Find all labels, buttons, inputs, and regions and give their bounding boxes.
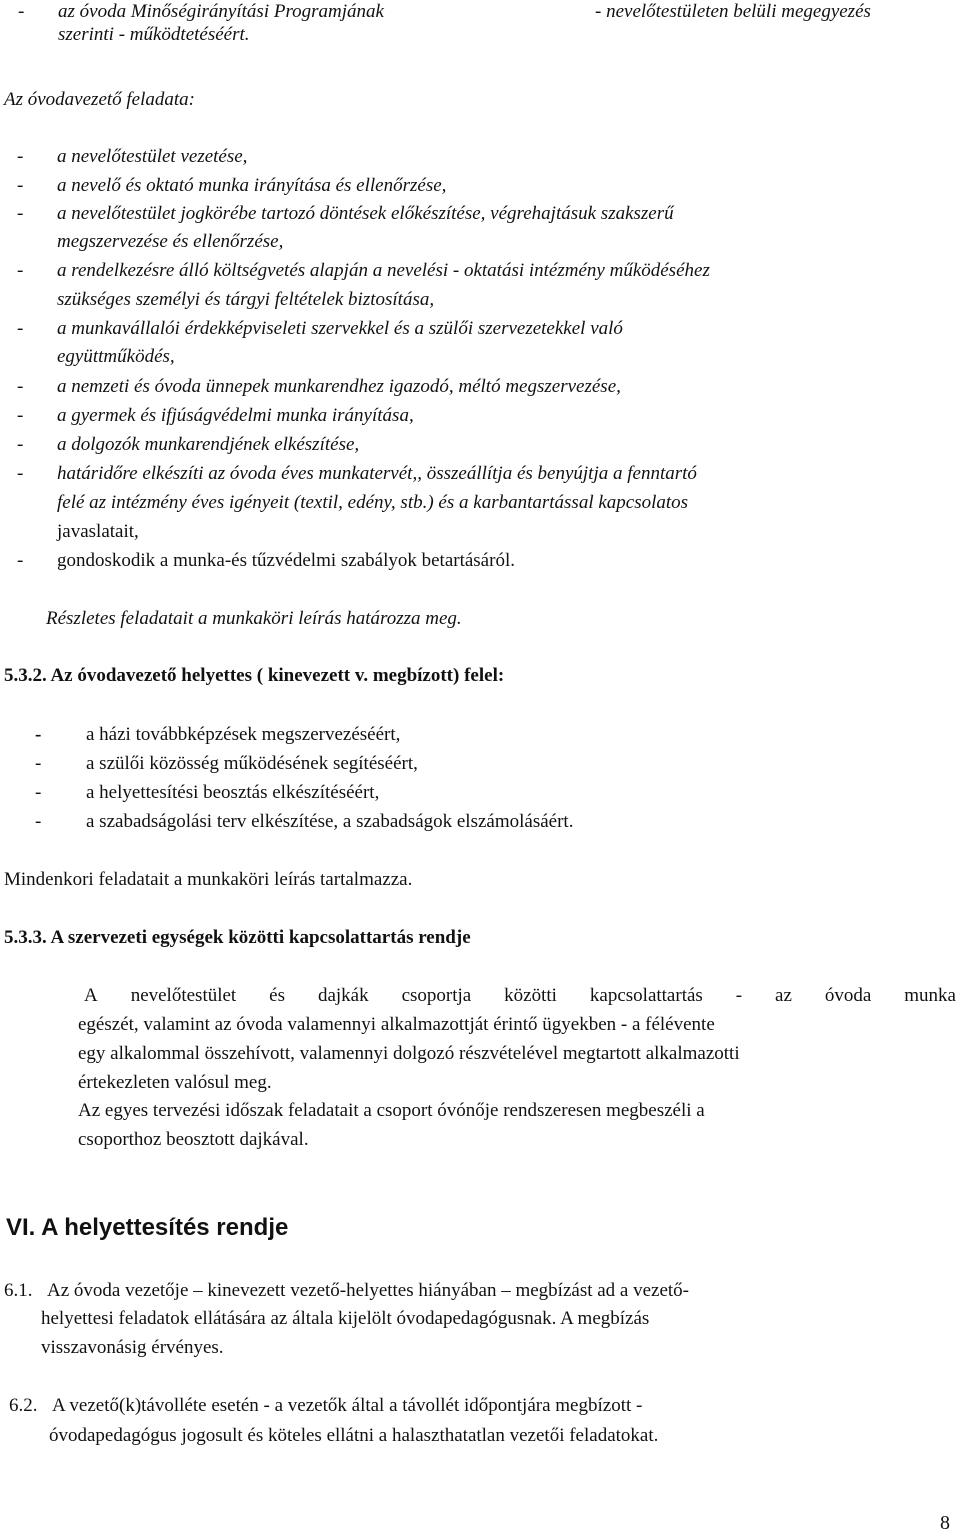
list-item: - a gyermek és ifjúságvédelmi munka irányítása, (17, 405, 414, 426)
bullet-dash: - (17, 376, 24, 397)
list-item: - a szabadságolási terv elkészítése, a szabadságok elszámolásáért. (35, 811, 574, 832)
leader-note: Részletes feladatait a munkaköri leírás határozza meg. (46, 608, 462, 629)
units-p2-line-1: Az egyes tervezési időszak feladatait a csoport óvónője rendszeresen megbeszéli a (78, 1100, 705, 1121)
page-number: 8 (940, 1512, 950, 1534)
bullet-dash: - (17, 318, 24, 339)
list-item-cont: együttműködés, (57, 346, 175, 367)
list-item: - a helyettesítési beosztás elkészítéséért, (35, 782, 380, 803)
bullet-dash: - (17, 463, 24, 484)
top-line-1b: - nevelőtestületen belüli megegyezés (595, 1, 871, 22)
bullet-dash: - (17, 175, 24, 196)
item-number-6-1: 6.1. (4, 1280, 33, 1301)
units-p2-line-2: csoporthoz beosztott dajkával. (78, 1129, 309, 1150)
units-p1-line-2: egészét, valamint az óvoda valamennyi alkalmazottját érintő ügyekben - a félévente (78, 1014, 715, 1035)
bullet-dash: - (35, 753, 42, 774)
section-title: VI. A helyettesítés rendje (6, 1214, 289, 1241)
top-line-2: szerinti - működtetéséért. (58, 24, 250, 45)
list-item-cont: javaslatait, (57, 521, 139, 542)
bullet-dash: - (35, 811, 42, 832)
units-p1-line-1: A nevelőtestület és dajkák csoportja közötti kapcsolattartás - az óvoda munka (84, 985, 956, 1006)
list-item: - a nevelő és oktató munka irányítása és ellenőrzése, (17, 175, 447, 196)
bullet-dash: - (35, 782, 42, 803)
bullet-dash: - (17, 405, 24, 426)
deputy-note: Mindenkori feladatait a munkaköri leírás tartalmazza. (4, 869, 413, 890)
list-item: - a rendelkezésre álló költségvetés alapján a nevelési - oktatási intézmény működéséhez (17, 260, 710, 281)
list-item: - a dolgozók munkarendjének elkészítése, (17, 434, 360, 455)
bullet-dash: - (18, 1, 25, 22)
para-6-2-line-1: A vezető(k)távolléte esetén - a vezetők által a távollét időpontjára megbízott - (52, 1395, 643, 1416)
bullet-dash: - (17, 260, 24, 281)
deputy-heading: 5.3.2. Az óvodavezető helyettes ( kinevezett v. megbízott) felel: (4, 665, 505, 686)
units-p1-line-4: értekezleten valósul meg. (78, 1072, 272, 1093)
bullet-dash: - (17, 203, 24, 224)
list-item: - a nemzeti és óvoda ünnepek munkarendhez igazodó, méltó megszervezése, (17, 376, 621, 397)
bullet-dash: - (17, 550, 24, 571)
list-item-cont: megszervezése és ellenőrzése, (57, 231, 284, 252)
units-p1-line-3: egy alkalommal összehívott, valamennyi dolgozó részvételével megtartott alkalmazotti (78, 1043, 740, 1064)
list-item: - a munkavállalói érdekképviseleti szervekkel és a szülői szervezetekkel való (17, 318, 623, 339)
para-6-2-line-2: óvodapedagógus jogosult és köteles ellátni a halaszthatatlan vezetői feladatokat. (49, 1425, 659, 1446)
bullet-dash: - (35, 724, 42, 745)
leader-title: Az óvodavezető feladata: (4, 89, 196, 110)
list-item: - gondoskodik a munka-és tűzvédelmi szabályok betartásáról. (17, 550, 515, 571)
list-item: - a szülői közösség működésének segítéséért, (35, 753, 418, 774)
top-line-1a: az óvoda Minőségirányítási Programjának (58, 1, 384, 22)
para-6-1-line-1: Az óvoda vezetője – kinevezett vezető-helyettes hiányában – megbízást ad a vezető- (47, 1280, 690, 1301)
list-item-cont: felé az intézmény éves igényeit (textil, edény, stb.) és a karbantartással kapcsolatos (57, 492, 689, 513)
list-item: - a nevelőtestület jogkörébe tartozó döntések előkészítése, végrehajtásuk szakszerű (17, 203, 674, 224)
bullet-dash: - (17, 146, 24, 167)
list-item: - határidőre elkészíti az óvoda éves munkatervét,, összeállítja és benyújtja a fenntartó (17, 463, 697, 484)
item-number-6-2: 6.2. (9, 1395, 38, 1416)
list-item-cont: szükséges személyi és tárgyi feltételek biztosítása, (57, 289, 435, 310)
units-heading: 5.3.3. A szervezeti egységek közötti kapcsolattartás rendje (4, 927, 471, 948)
list-item: - a nevelőtestület vezetése, (17, 146, 248, 167)
bullet-dash: - (17, 434, 24, 455)
para-6-1-line-2: helyettesi feladatok ellátására az általa kijelölt óvodapedagógusnak. A megbízás (41, 1308, 650, 1329)
list-item: - a házi továbbképzések megszervezéséért, (35, 724, 401, 745)
para-6-1-line-3: visszavonásig érvényes. (41, 1337, 224, 1358)
